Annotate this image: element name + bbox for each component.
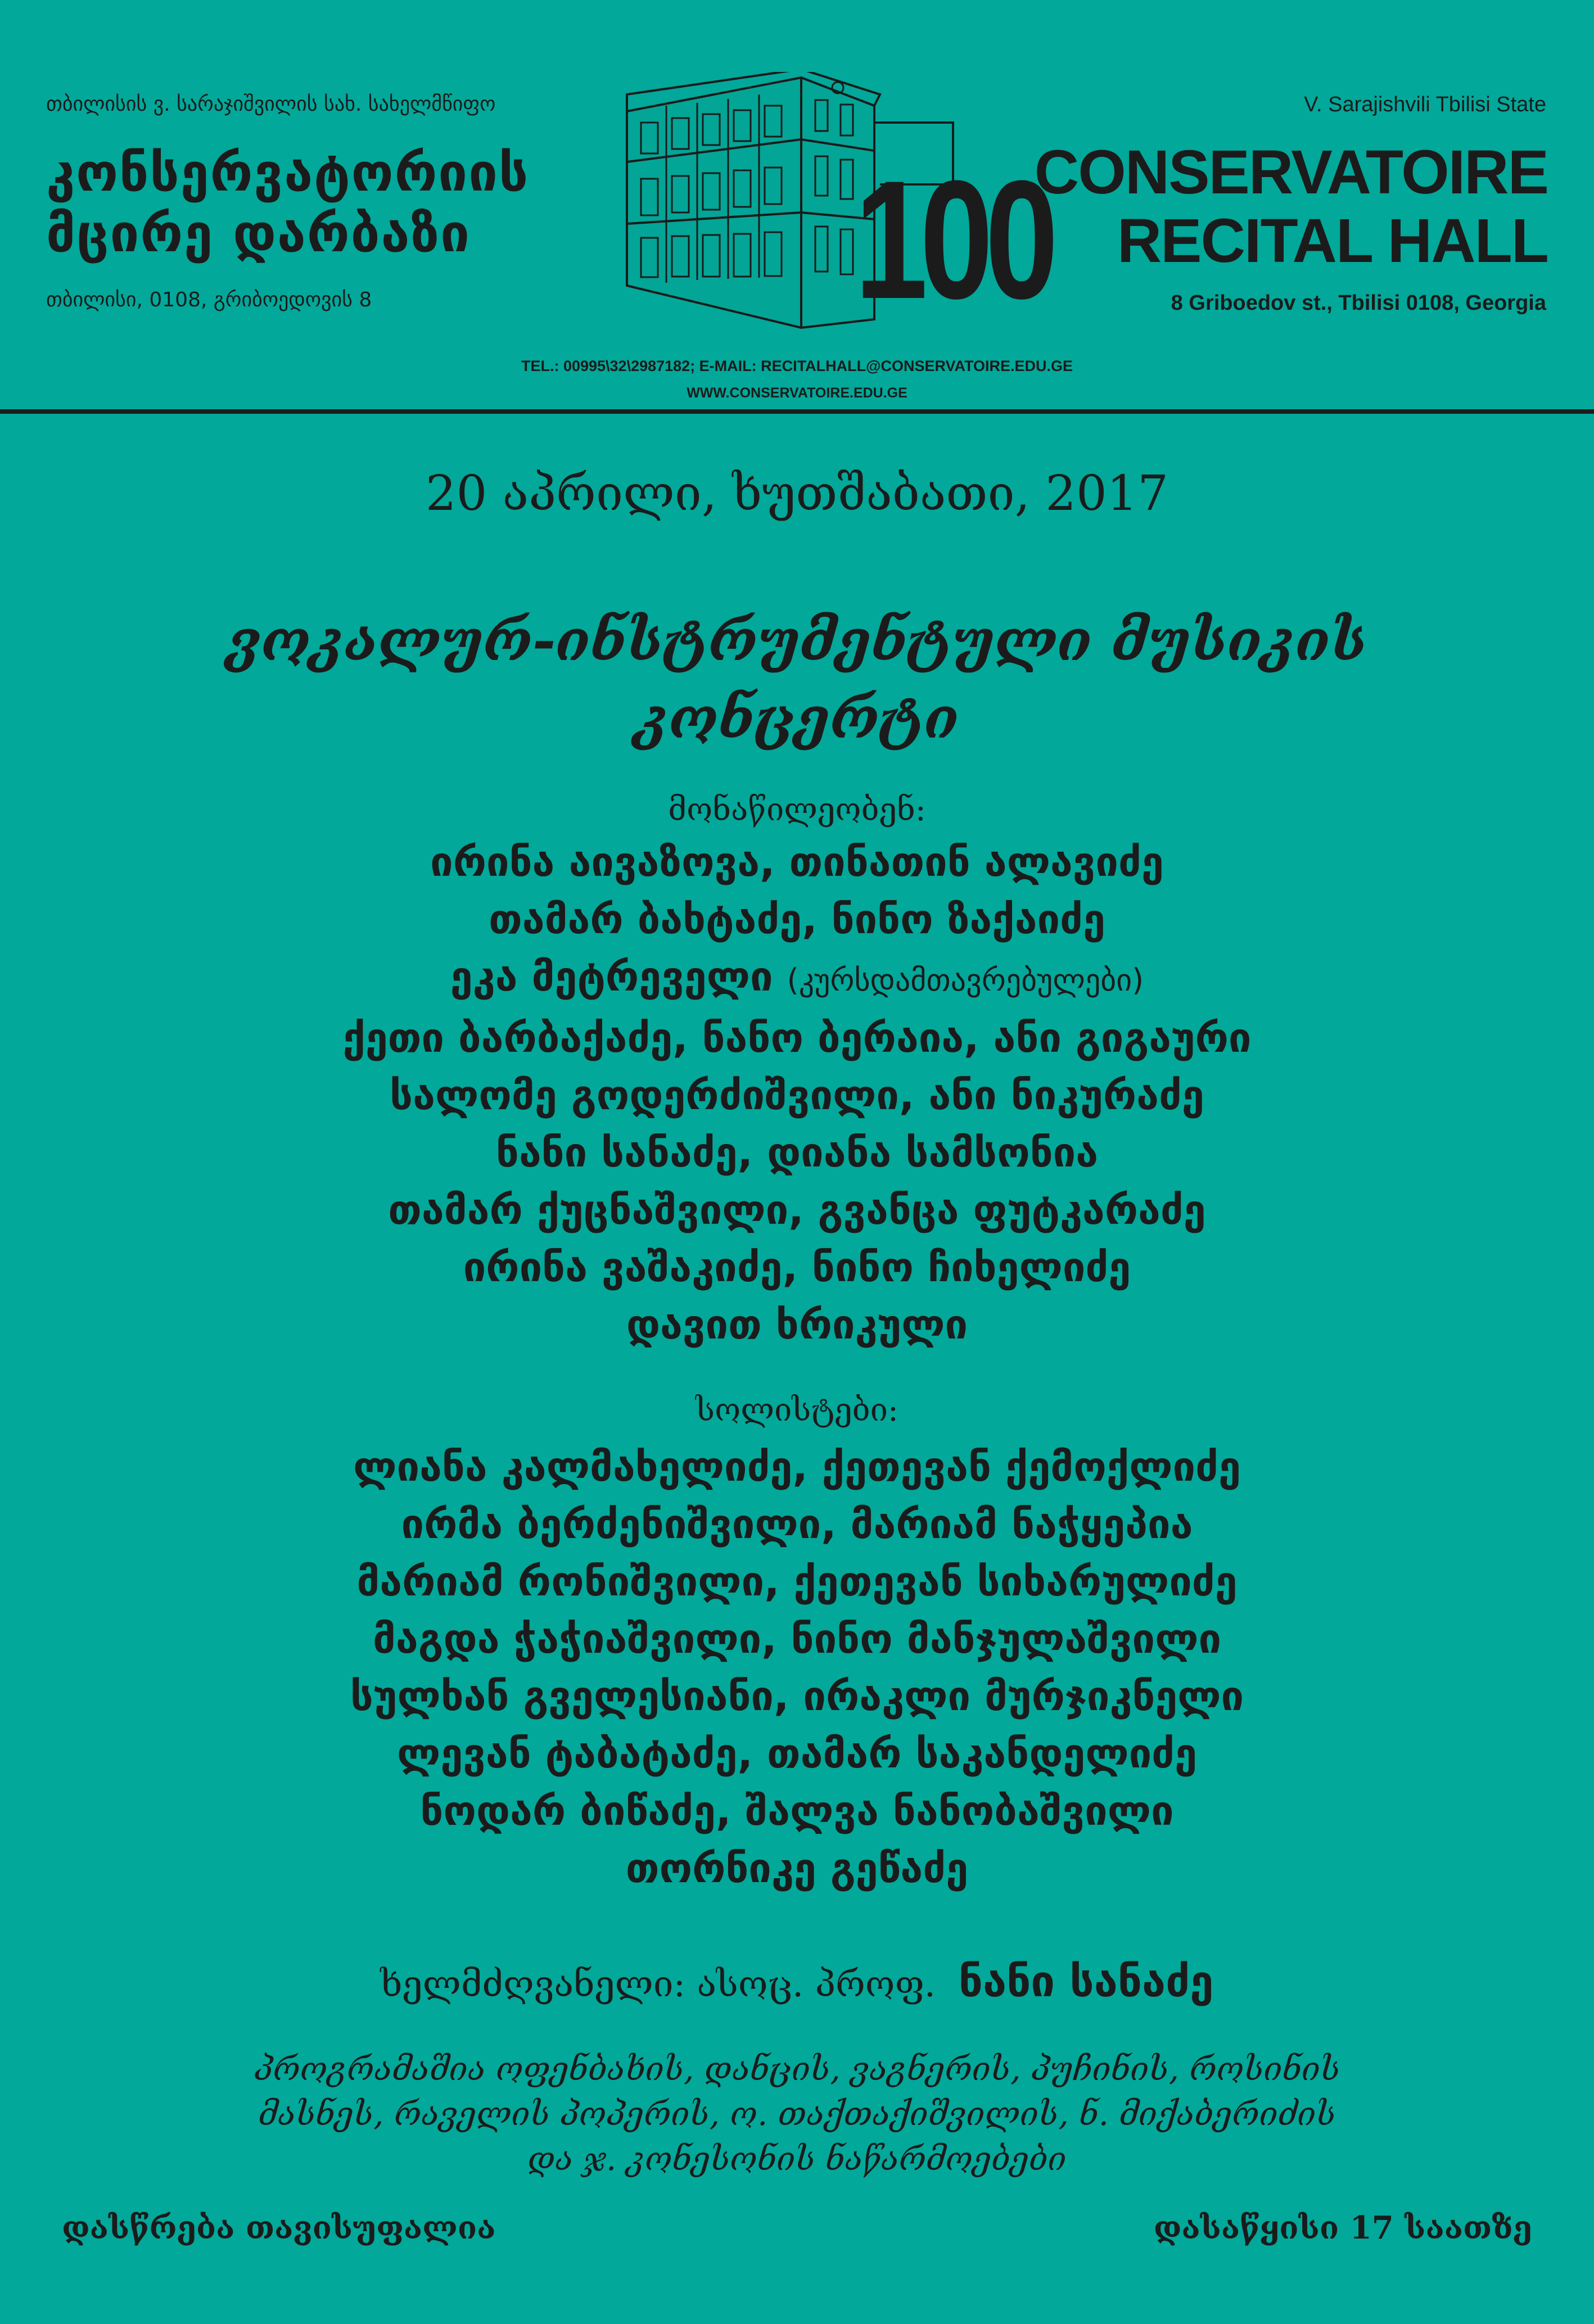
program-line: მასნეს, რაველის პოპერის, ო. თაქთაქიშვილის, ნ. მიქაბერიძის [258,2095,1336,2133]
header-ka-title-2: მცირე დარბაზი [46,204,471,264]
header-en-title-2: RECITAL HALL [1117,206,1548,275]
header-ka-address: თბილისი, 0108, გრიბოედოვის 8 [46,288,372,311]
participants-label: მონაწილეობენ: [668,792,926,828]
start-time: დასაწყისი 17 საათზე [1153,2209,1532,2246]
participant-line [0,948,1594,1009]
participant-line: ქეთი ბარბაქაძე, ნანო ბერაია, ანი გიგაური [342,1014,1252,1061]
program-line: და ჯ. კონესონის ნაწარმოებები [527,2140,1067,2178]
header-en-address: 8 Griboedov st., Tbilisi 0108, Georgia [1171,291,1546,315]
header-ka-title-1: კონსერვატორიის [46,143,530,203]
program-description [0,2046,1594,2181]
participant-line: ირინა აივაზოვა, თინათინ ალავიძე [430,838,1164,885]
participant-name: ეკა მეტრეველი [450,953,773,1000]
header-divider [0,409,1594,414]
soloist-line: ლევან ტაბატაძე, თამარ საკანდელიძე [396,1730,1198,1777]
participant-line: სალომე გოდერძიშვილი, ანი ნიკურაძე [390,1071,1204,1119]
graduates-note: (კურსდამთავრებულები) [787,962,1144,998]
soloist-line: მარიამ რონიშვილი, ქეთევან სიხარულიძე [356,1558,1238,1605]
participant-line: ნანი სანაძე, დიანა სამსონია [495,1129,1099,1176]
program-line: პროგრამაშია ოფენბახის, დანცის, ვაგნერის, პუჩინის, როსინის [254,2050,1340,2088]
soloist-line: ნოდარ ბიწაძე, შალვა ნანობაშვილი [420,1787,1174,1834]
header-en-title-1: CONSERVATOIRE [1034,138,1548,207]
soloists-list [0,1438,1594,1897]
free-entry: დასწრება თავისუფალია [62,2209,496,2246]
soloist-line: თორნიკე გეწაძე [625,1844,969,1892]
event-title-line-1: ვოკალურ-ინსტრუმენტული მუსიკის [227,607,1367,673]
event-title-line-2: კონცერტი [635,685,959,751]
soloist-line: მაგდა ჭაჭიაშვილი, ნინო მანჯულაშვილი [372,1615,1222,1662]
event-date: 20 აპრილი, ხუთშაბათი, 2017 [425,465,1169,522]
event-title [0,602,1594,757]
leader-name: ნანი სანაძე [958,1956,1214,2006]
participant-line: ირინა ვაშაკიძე, ნინო ჩიხელიძე [463,1244,1131,1291]
header-ka-subtitle: თბილისის ვ. სარაჯიშვილის სახ. სახელმწიფო [46,93,496,116]
website: WWW.CONSERVATOIRE.EDU.GE [687,385,907,401]
participant-line: თამარ ქუცნაშვილი, გვანცა ფუტკარაძე [388,1186,1206,1233]
soloist-line: ირმა ბერძენიშვილი, მარიამ ნაჭყეპია [401,1500,1193,1548]
header-en-subtitle: V. Sarajishvili Tbilisi State [1304,93,1546,116]
contact-info: TEL.: 00995\32\2987182; E-MAIL: RECITALHALL@CONSERVATOIRE.EDU.GE [521,358,1073,374]
soloist-line: სულხან გველესიანი, ირაკლი მურჯიკნელი [350,1672,1244,1720]
participant-line: თამარ ბახტაძე, ნინო ზაქაიძე [489,896,1105,943]
centenary-100-logo: 100 [855,145,1051,334]
soloists-label: სოლისტები: [696,1392,898,1428]
participants-list [0,833,1594,1353]
leader-label: ხელმძღვანელი: ასოც. პროფ. [380,1964,936,2005]
leader [0,1956,1594,2006]
participant-line: დავით ხრიკული [626,1301,968,1348]
soloist-line: ლიანა კალმახელიძე, ქეთევან ქემოქლიძე [353,1443,1241,1490]
